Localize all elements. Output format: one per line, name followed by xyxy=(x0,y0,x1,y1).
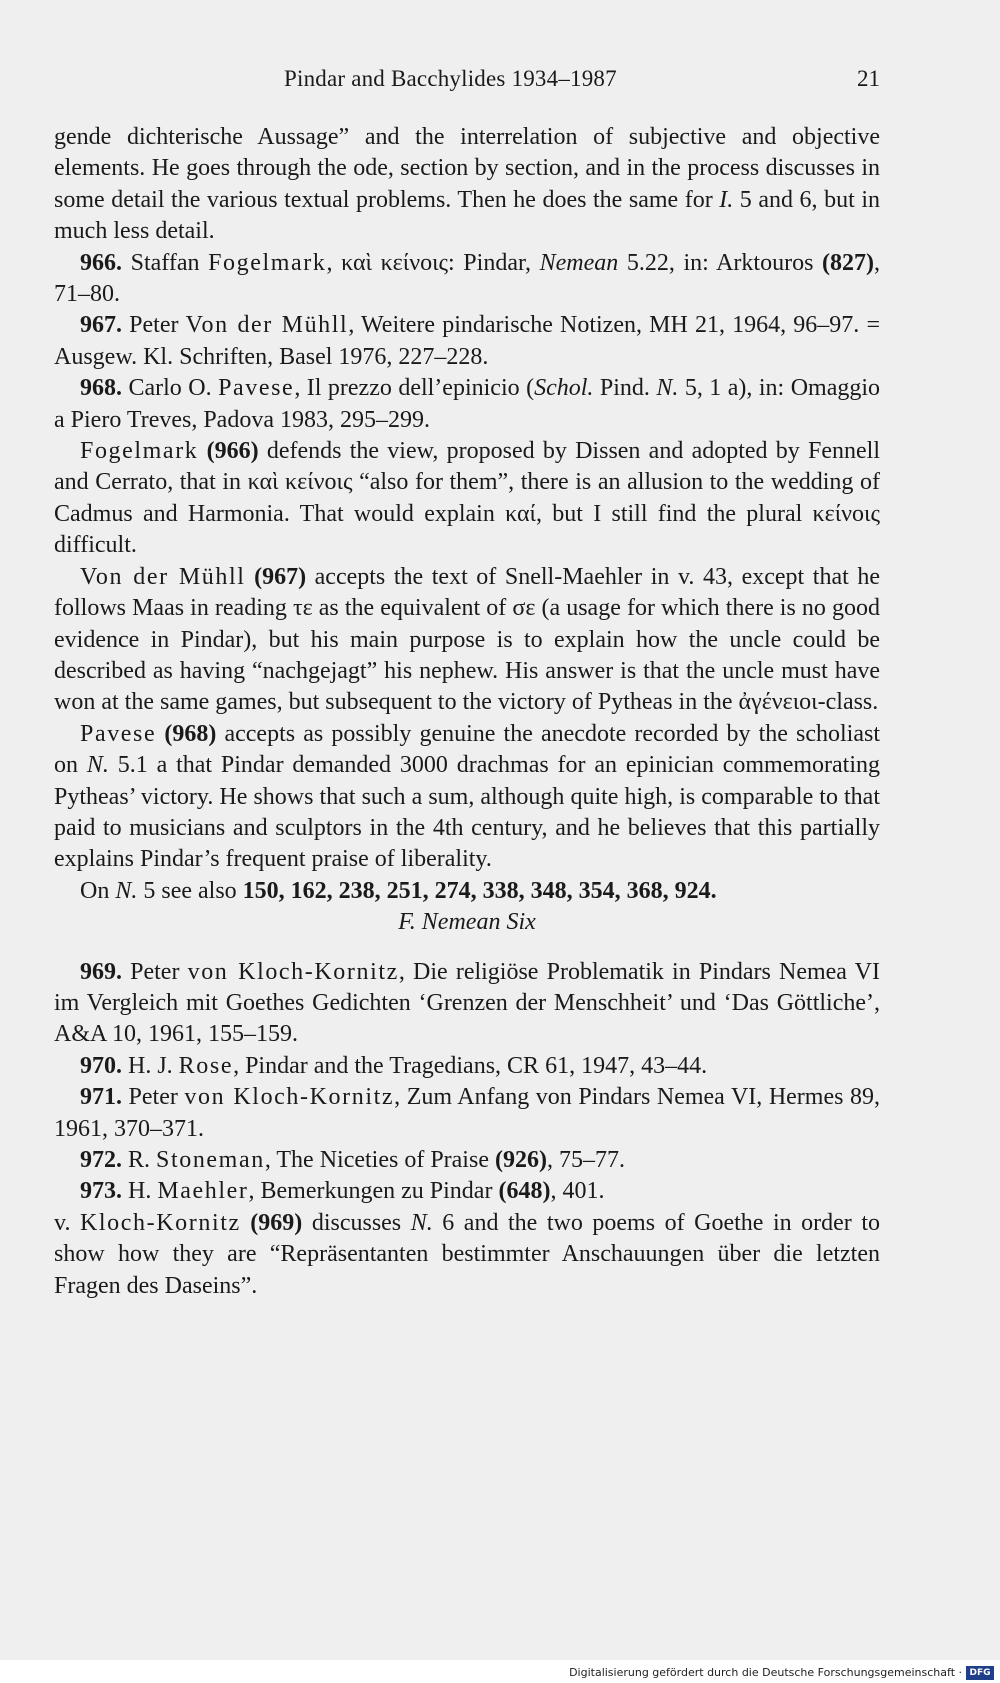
text-run: N. xyxy=(656,375,679,402)
text-run: I. xyxy=(719,186,734,213)
text-run: Rose xyxy=(178,1052,234,1079)
bibliography-entry xyxy=(54,310,880,373)
text-run: N. xyxy=(115,877,138,904)
text-run: Pind. xyxy=(593,375,657,402)
text-run: Fogelmark xyxy=(208,249,327,276)
text-run: discusses xyxy=(302,1209,411,1236)
text-run: Peter xyxy=(122,1084,185,1111)
text-run: 5, 1 a), in: Omaggio a Piero Treves, Padova 1983, 295–299. xyxy=(54,375,881,433)
paragraph xyxy=(54,562,880,719)
text-run: 972. xyxy=(80,1147,122,1173)
text-run: 5 see also xyxy=(137,877,243,904)
text-run: Pavese xyxy=(218,375,295,402)
text-run: (966) xyxy=(206,438,259,465)
bibliography-entry xyxy=(54,957,880,1051)
text-run: , 401. xyxy=(550,1178,605,1205)
text-run: 971. xyxy=(80,1084,122,1111)
text-run: 968. xyxy=(80,375,122,402)
section-heading xyxy=(54,907,880,938)
text-run: 5.1 a that Pindar demanded 3000 drachmas for an epinician commemorating Pytheas’ victory. He shows that such a sum, although quite high, is comparable to that paid to musicians and sculptors in the 4th century, and he believes that this partially explains Pindar’s frequent praise of liberality. xyxy=(54,752,880,873)
bibliography-entry xyxy=(54,373,880,436)
text-run: 5.22, in: Arktouros xyxy=(618,249,823,276)
text-run: Peter xyxy=(122,958,188,985)
text-run: , καὶ κείνοις: Pindar, xyxy=(326,249,540,276)
text-run: defends the view, proposed by Dissen and adopted by Fennell and Cerrato, that in καὶ κείνοις “also for them”, there is an allusion to the wedding of Cadmus and Harmonia. That would explain καί, but I still find the plural κείνοις difficult. xyxy=(54,438,881,559)
paragraph xyxy=(54,719,880,876)
text-run: N. xyxy=(410,1209,433,1236)
text-run: , The Niceties of Praise xyxy=(264,1147,495,1173)
text-run: von Kloch-Kornitz xyxy=(184,1084,395,1111)
text-run: (827) xyxy=(822,249,874,276)
text-run: Kloch-Kornitz xyxy=(79,1209,241,1236)
text-run: (968) xyxy=(164,720,217,747)
text-run: v. xyxy=(54,1209,80,1236)
paragraph xyxy=(54,1208,880,1302)
footer xyxy=(0,1664,1000,1683)
text-run: , Il prezzo dell’epinicio ( xyxy=(294,375,535,402)
text-run xyxy=(198,438,206,464)
text-run: F. Nemean Six xyxy=(398,909,536,936)
bibliography-entry xyxy=(54,1051,880,1082)
text-run: 5 and 6, but in much less detail. xyxy=(54,186,880,245)
page-number: 21 xyxy=(857,66,880,91)
text-run: 966. xyxy=(80,249,122,276)
text-run: N. xyxy=(86,752,109,779)
running-head xyxy=(54,60,880,100)
footer-credit: Digitalisierung gefördert durch die Deutsche Forschungsgemeinschaft · xyxy=(569,1666,962,1679)
bibliography-entry xyxy=(54,1176,880,1207)
text-run: Stoneman xyxy=(156,1147,265,1173)
text-run: accepts the text of Snell-Maehler in v. 43, except that he follows Maas in reading τε as the equivalent of σε (a usage for which there is no good evidence in Pindar), but his main purpose is to explain how the uncle could be described as having “nachgejagt” his nephew. His answer is that the uncle must have won at the same games, but subsequent to the victory of Pytheas in the ἀγένειοι-class. xyxy=(54,563,881,716)
text-run: H. J. xyxy=(122,1052,179,1079)
paragraph xyxy=(54,876,880,907)
body-text xyxy=(54,122,880,1302)
text-run: Staffan xyxy=(122,249,209,276)
text-run: (926) xyxy=(494,1147,547,1173)
text-run: 969. xyxy=(80,958,122,985)
text-run: 970. xyxy=(80,1052,122,1079)
text-run: accepts as possibly genuine the anecdote recorded by the scholiast on xyxy=(54,720,880,779)
text-run: 967. xyxy=(80,312,122,339)
text-run: , Pindar and the Tragedians, CR 61, 1947, 43–44. xyxy=(233,1052,708,1079)
text-run: Fogelmark xyxy=(80,438,199,465)
paragraph xyxy=(54,436,880,562)
text-run: Von der Mühll xyxy=(80,563,246,590)
text-run: (969) xyxy=(250,1209,303,1236)
text-run: H. xyxy=(122,1178,158,1205)
text-run: , 71–80. xyxy=(54,249,880,308)
text-run: , 75–77. xyxy=(546,1147,625,1173)
text-run: , Bemerkungen zu Pindar xyxy=(248,1178,499,1205)
text-run: gende dichterische Aussage” and the interrelation of subjective and objective elements. He goes through the ode, section by section, and in the process discusses in some detail the various textual problems. Then he does the same for xyxy=(54,124,880,213)
bibliography-entry xyxy=(54,1145,880,1176)
text-run xyxy=(241,1210,251,1236)
text-run: , Zum Anfang von Pindars Nemea VI, Hermes 89, 1961, 370–371. xyxy=(54,1084,881,1142)
text-run: Peter xyxy=(122,312,186,339)
paragraph xyxy=(54,122,880,248)
bibliography-entry xyxy=(54,1082,880,1145)
bibliography-entry xyxy=(54,248,880,311)
text-run xyxy=(246,564,255,590)
text-run: Maehler xyxy=(157,1178,249,1205)
text-run: , Die religiöse Problematik in Pindars Nemea VI im Vergleich mit Goethes Gedichten ‘Grenzen der Menschheit’ und ‘Das Göttliche’, A&A 10, 1961, 155–159. xyxy=(54,958,880,1048)
text-run: von Kloch-Kornitz xyxy=(187,958,399,985)
text-run: (967) xyxy=(254,563,307,590)
text-run: Nemean xyxy=(539,249,619,276)
text-run: Von der Mühll xyxy=(185,312,349,339)
text-run: Schol. xyxy=(534,375,594,402)
text-run: , Weitere pindarische Notizen, MH 21, 1964, 96–97. = Ausgew. Kl. Schriften, Basel 1976, 227–228. xyxy=(54,312,881,370)
text-run: (648) xyxy=(498,1178,551,1205)
text-run: On xyxy=(80,877,116,904)
running-title: Pindar and Bacchylides 1934–1987 xyxy=(284,66,617,91)
text-run: 973. xyxy=(80,1178,122,1205)
dfg-logo-icon: DFG xyxy=(966,1666,994,1680)
text-run: 150, 162, 238, 251, 274, 338, 348, 354, 368, 924. xyxy=(242,877,717,904)
text-run: 6 and the two poems of Goethe in order to show how they are “Repräsentanten bestimmter Anschauungen über die letzten Fragen des Daseins”. xyxy=(54,1209,881,1299)
text-run: R. xyxy=(122,1147,157,1173)
text-run: Carlo O. xyxy=(122,375,219,402)
text-run: Pavese xyxy=(80,720,157,747)
